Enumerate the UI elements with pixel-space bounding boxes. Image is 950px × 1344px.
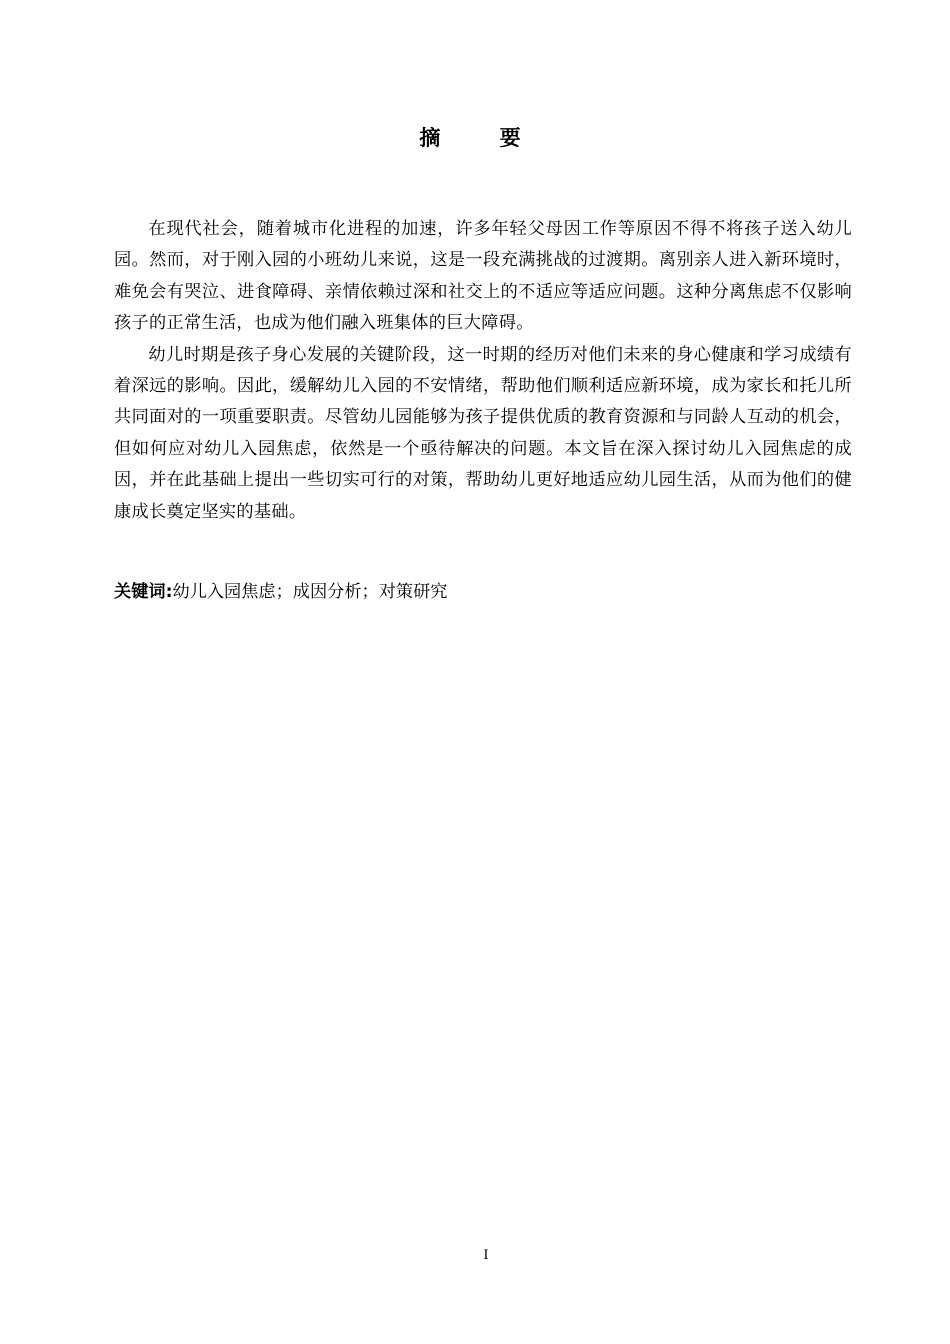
abstract-body: [114, 214, 852, 528]
abstract-paragraph-2: 幼儿时期是孩子身心发展的关键阶段，这一时期的经历对他们未来的身心健康和学习成绩有着深远的影响。因此，缓解幼儿入园的不安情绪，帮助他们顺利适应新环境，成为家长和托儿所共同面对的一项重要职责。尽管幼儿园能够为孩子提供优质的教育资源和与同龄人互动的机会，但如何应对幼儿入园焦虑，依然是一个亟待解决的问题。本文旨在深入探讨幼儿入园焦虑的成因，并在此基础上提出一些切实可行的对策，帮助幼儿更好地适应幼儿园生活，从而为他们的健康成长奠定坚实的基础。: [114, 344, 852, 522]
page-title: 摘 要: [419, 126, 547, 150]
keywords-text: 幼儿入园焦虑；成因分析；对策研究: [172, 582, 448, 602]
keywords-line: [114, 577, 852, 607]
page-number: I: [483, 1248, 489, 1263]
keywords-label: 关键词:: [114, 582, 173, 602]
abstract-paragraph-1: 在现代社会，随着城市化进程的加速，许多年轻父母因工作等原因不得不将孩子送入幼儿园。然而，对于刚入园的小班幼儿来说，这是一段充满挑战的过渡期。离别亲人进入新环境时，难免会有哭泣、进食障碍、亲情依赖过深和社交上的不适应等适应问题。这种分离焦虑不仅影响孩子的正常生活，也成为他们融入班集体的巨大障碍。: [114, 219, 852, 334]
